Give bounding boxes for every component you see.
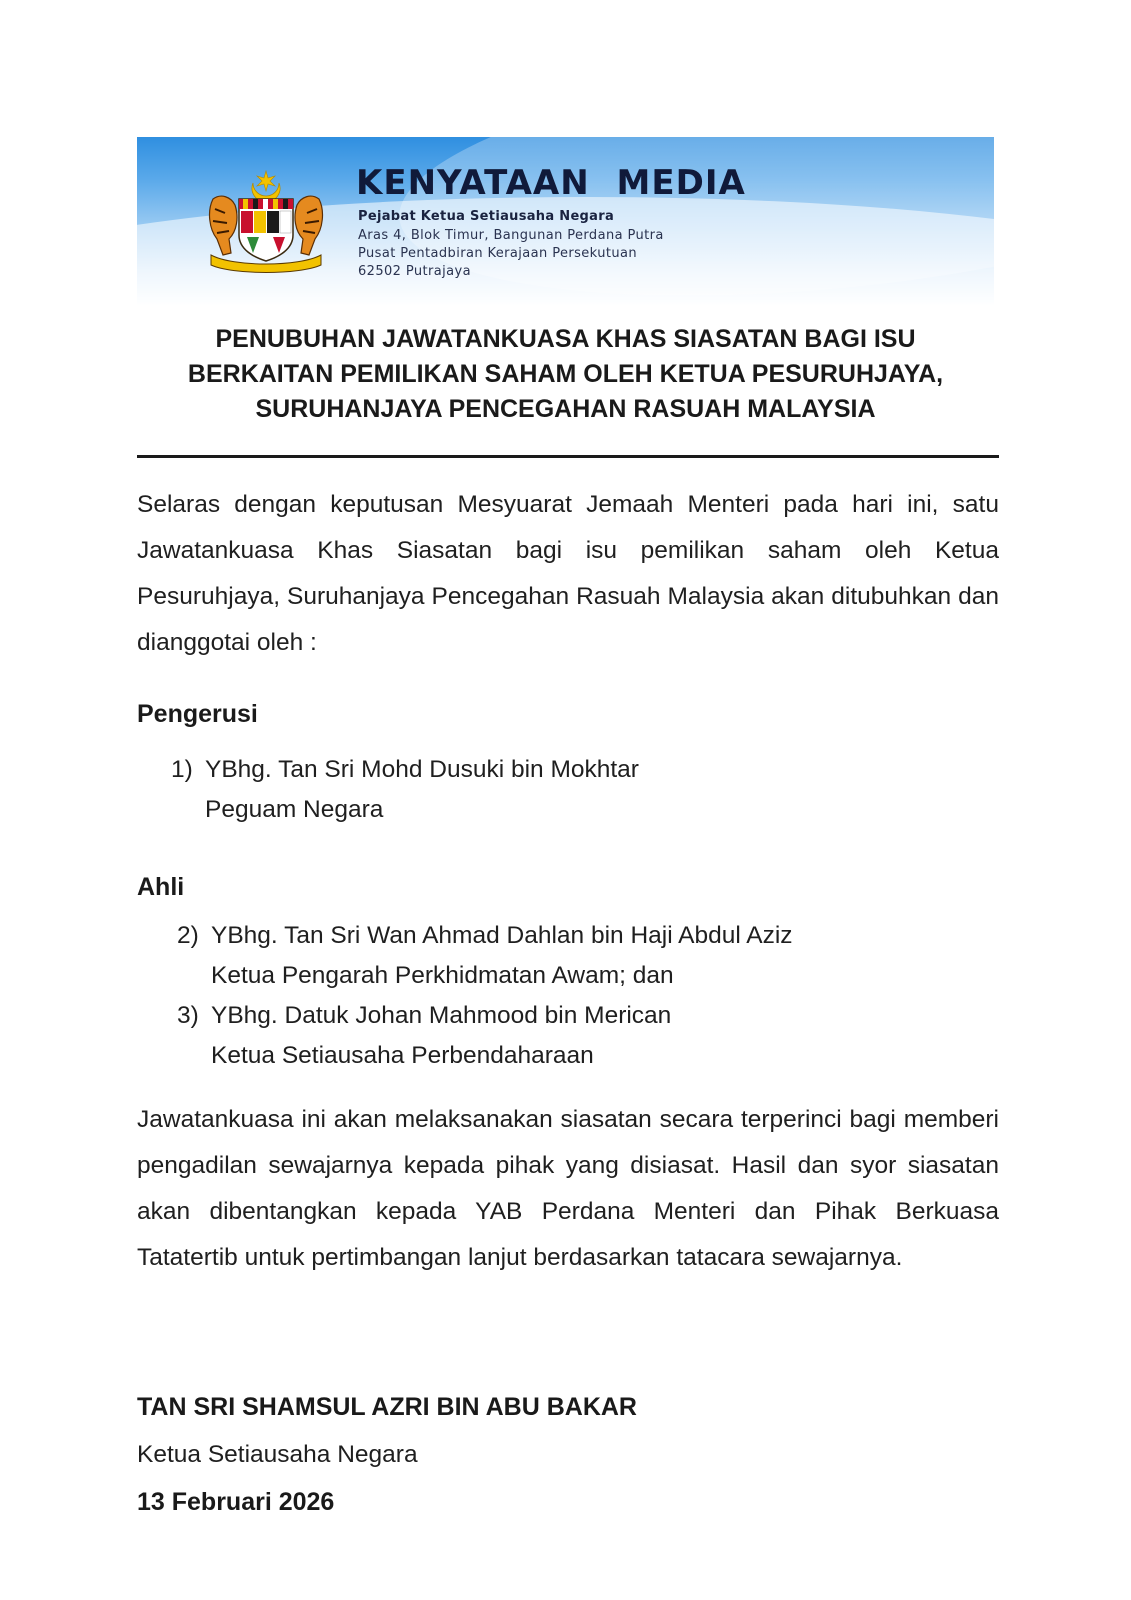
banner-title: KENYATAAN MEDIA [356,163,746,203]
member-number: 3) [177,1002,199,1029]
title-line: BERKAITAN PEMILIKAN SAHAM OLEH KETUA PESURUHJAYA, [187,360,944,388]
member-number: 1) [171,756,193,783]
address-line: Pusat Pentadbiran Kerajaan Persekutuan [358,246,637,261]
member-name: YBhg. Datuk Johan Mahmood bin Merican [211,1002,672,1029]
member-number: 2) [177,922,199,949]
chair-label: Pengerusi [137,700,258,728]
member-role: Ketua Setiausaha Perbendaharaan [211,1042,594,1069]
signatory-name: TAN SRI SHAMSUL AZRI BIN ABU BAKAR [137,1393,637,1421]
member-name: YBhg. Tan Sri Mohd Dusuki bin Mokhtar [205,756,639,783]
member-role: Peguam Negara [205,796,384,823]
address-line: Aras 4, Blok Timur, Bangunan Perdana Putra [358,228,664,243]
title-line: SURUHANJAYA PENCEGAHAN RASUAH MALAYSIA [255,395,876,423]
address-line: 62502 Putrajaya [358,264,471,279]
signatory-title: Ketua Setiausaha Negara [137,1441,418,1468]
document-title [137,322,994,427]
title-line: PENUBUHAN JAWATANKUASA KHAS SIASATAN BAGI ISU [215,325,916,353]
document-date: 13 Februari 2026 [137,1488,335,1516]
office-name: Pejabat Ketua Setiausaha Negara [358,209,615,224]
intro-paragraph: Selaras dengan keputusan Mesyuarat Jemaah Menteri pada hari ini, satu Jawatankuasa Khas Siasatan bagi isu pemilikan saham oleh Ketua Pesuruhjaya, Suruhanjaya Pencegahan Rasuah Malaysia akan ditubuhkan dan dianggotai oleh : [137,491,999,656]
header-banner [137,137,994,307]
coat-of-arms-icon [203,169,329,273]
member-role: Ketua Pengarah Perkhidmatan Awam; dan [211,962,674,989]
closing-paragraph: Jawatankuasa ini akan melaksanakan siasatan secara terperinci bagi memberi pengadilan sewajarnya kepada pihak yang disiasat. Hasil dan syor siasatan akan dibentangkan kepada YAB Perdana Menteri dan Pihak Berkuasa Tatatertib untuk pertimbangan lanjut berdasarkan tatacara sewajarnya. [137,1106,999,1271]
member-name: YBhg. Tan Sri Wan Ahmad Dahlan bin Haji Abdul Aziz [211,922,793,949]
title-divider [137,455,999,458]
members-label: Ahli [137,873,185,901]
